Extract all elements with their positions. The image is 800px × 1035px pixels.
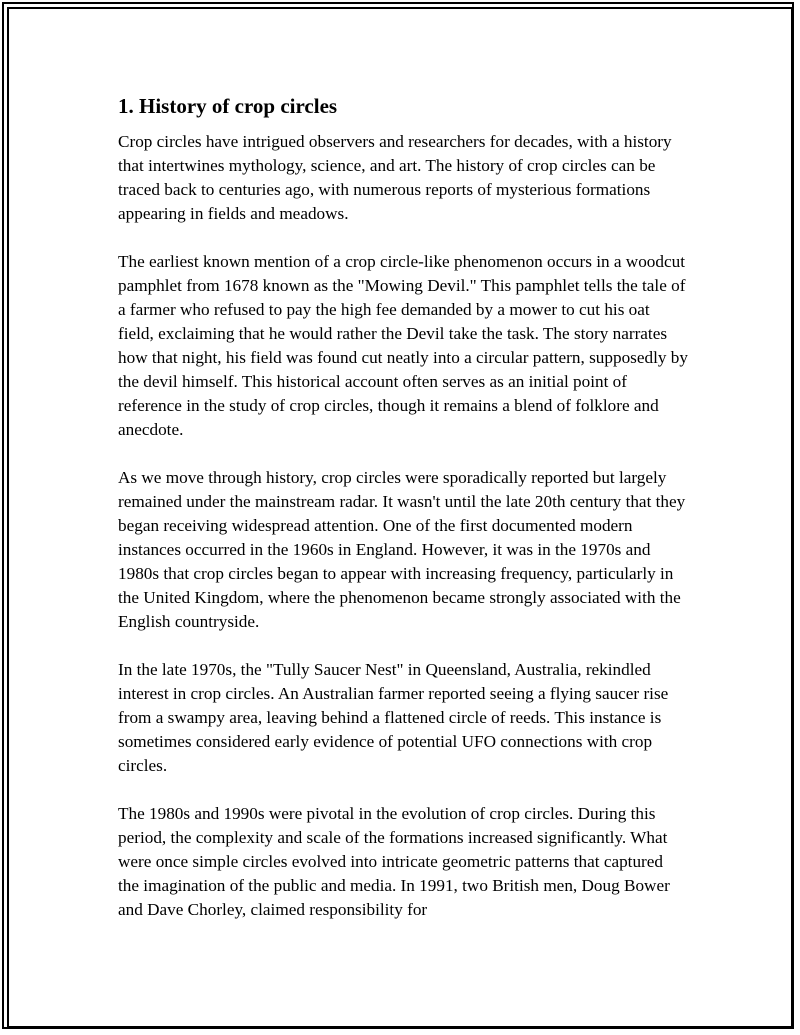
paragraph: The 1980s and 1990s were pivotal in the evolution of crop circles. During this period, the complexity and scale of the formations increased significantly. What were once simple circles evolved into intricate geometric patterns that captured the imagination of the public and media. In 1991, two British men, Doug Bower and Dave Chorley, claimed responsibility for bbox=[118, 804, 670, 919]
section-heading: 1. History of crop circles bbox=[118, 94, 338, 118]
document-body bbox=[118, 92, 688, 946]
paragraph: The earliest known mention of a crop circle-like phenomenon occurs in a woodcut pamphlet from 1678 known as the "Mowing Devil." This pamphlet tells the tale of a farmer who refused to pay the high fee demanded by a mower to cut his oat field, exclaiming that he would rather the Devil take the task. The story narrates how that night, his field was found cut neatly into a circular pattern, supposedly by the devil himself. This historical account often serves as an initial point of reference in the study of crop circles, though it remains a blend of folklore and anecdote. bbox=[118, 252, 688, 439]
paragraph: Crop circles have intrigued observers and researchers for decades, with a history that intertwines mythology, science, and art. The history of crop circles can be traced back to centuries ago, with numerous reports of mysterious formations appearing in fields and meadows. bbox=[118, 132, 672, 223]
paragraph: In the late 1970s, the "Tully Saucer Nest" in Queensland, Australia, rekindled interest in crop circles. An Australian farmer reported seeing a flying saucer rise from a swampy area, leaving behind a flattened circle of reeds. This instance is sometimes considered early evidence of potential UFO connections with crop circles. bbox=[118, 660, 669, 775]
paragraph: As we move through history, crop circles were sporadically reported but largely remained under the mainstream radar. It wasn't until the late 20th century that they began receiving widespread attention. One of the first documented modern instances occurred in the 1960s in England. However, it was in the 1970s and 1980s that crop circles began to appear with increasing frequency, particularly in the United Kingdom, where the phenomenon became strongly associated with the English countryside. bbox=[118, 468, 686, 631]
